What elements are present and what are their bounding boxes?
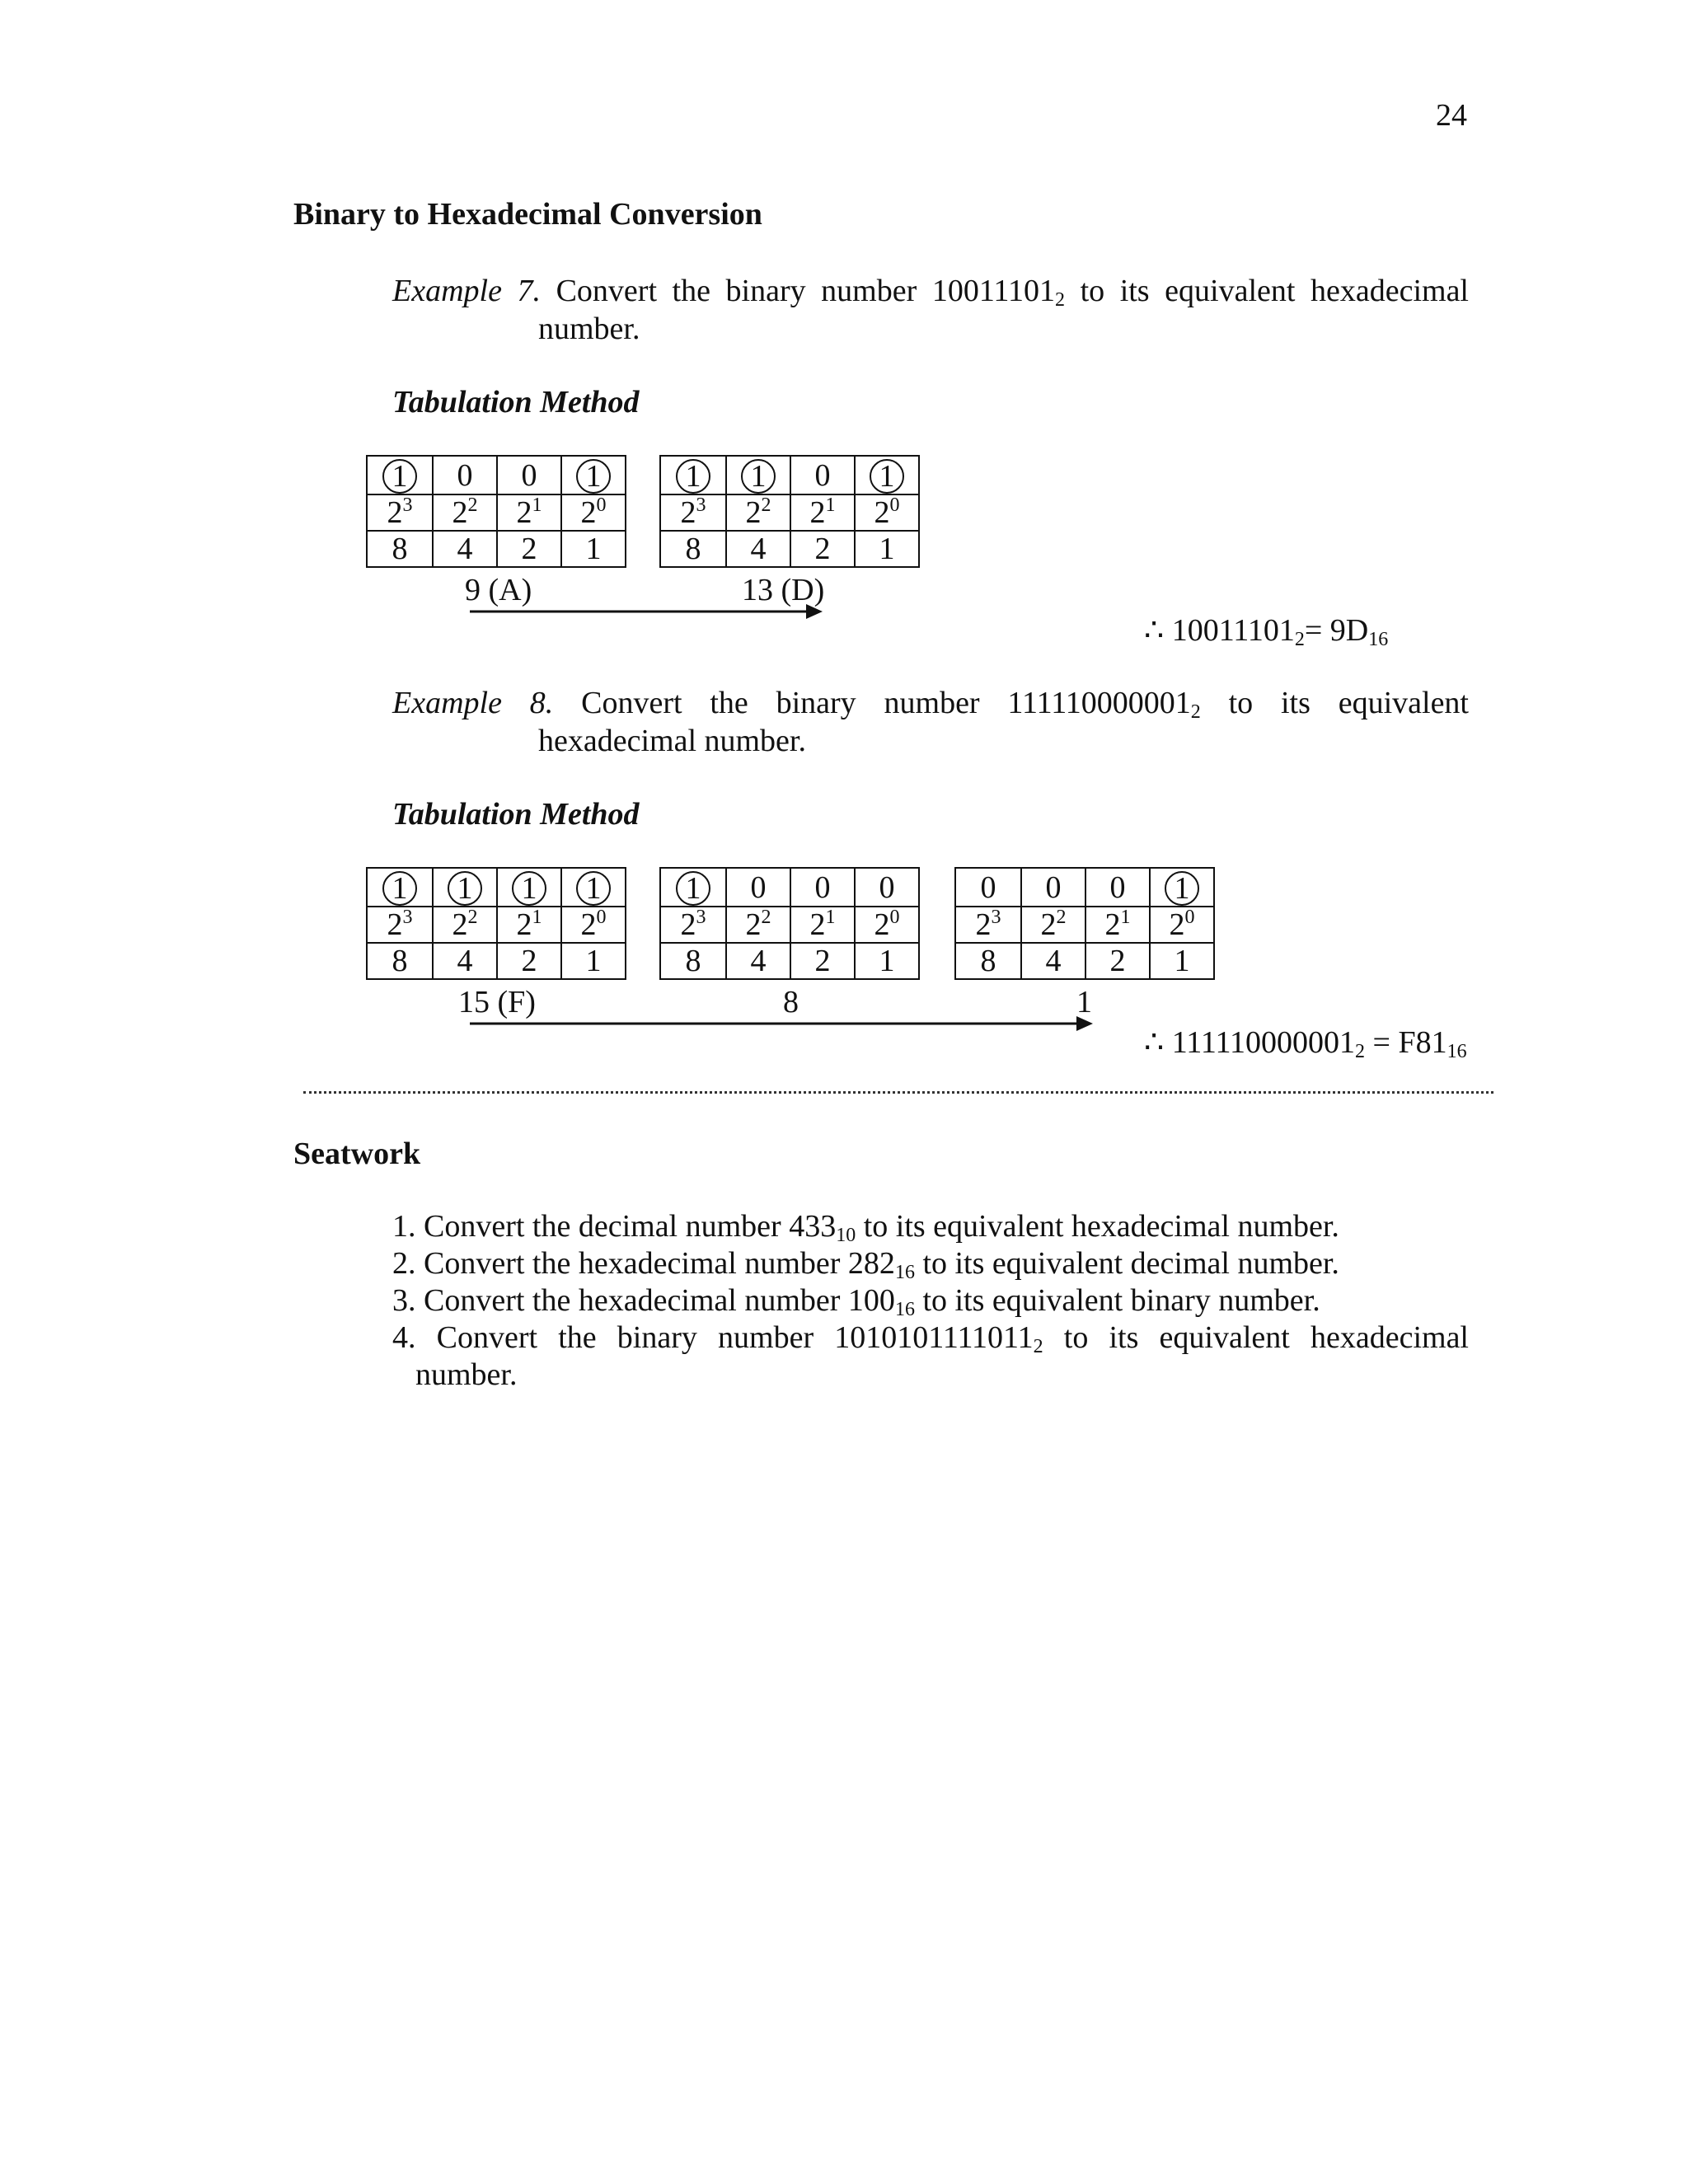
power-cell: $2^3$ xyxy=(955,907,1021,943)
power-cell: $2^2$ xyxy=(1021,907,1085,943)
seatwork-item-3: 3. Convert the hexadecimal number $100_{16}$ to its equivalent binary number. xyxy=(392,1283,1320,1320)
bit: 0 xyxy=(814,457,831,493)
example-8-method-title: Tabulation Method xyxy=(392,797,640,832)
dotted-separator xyxy=(303,1091,1493,1094)
weight-cell: 2 xyxy=(790,943,855,979)
power-cell: $2^3$ xyxy=(660,907,726,943)
power-cell: $2^0$ xyxy=(561,907,626,943)
circled-bit: 1 xyxy=(676,459,710,494)
page-number: 24 xyxy=(1436,98,1467,133)
power-cell: $2^0$ xyxy=(1150,907,1214,943)
weight-cell: 1 xyxy=(561,531,626,567)
bit-cell xyxy=(1085,868,1150,907)
example-8-statement: Example 8. Convert the binary number $111110000001_2$ to its equivalent hexadecimal number. xyxy=(392,686,1469,758)
power-cell: $2^2$ xyxy=(726,907,790,943)
example-8-label: Example 8. xyxy=(392,686,554,720)
weight-cell: 1 xyxy=(1150,943,1214,979)
bit: 0 xyxy=(457,457,473,493)
group-value-label: 9 (A) xyxy=(465,573,532,607)
bit: 0 xyxy=(521,457,537,493)
circled-bit: 1 xyxy=(676,871,710,906)
power-cell: $2^1$ xyxy=(497,494,561,531)
example-7-statement: Example 7. Convert the binary number $10011101_2$ to its equivalent hexadecimal number. xyxy=(392,274,1469,346)
circled-bit: 1 xyxy=(448,871,482,906)
bit-cell xyxy=(497,868,561,907)
power-cell: $2^1$ xyxy=(497,907,561,943)
weight-cell: 1 xyxy=(855,531,919,567)
weight-cell: 4 xyxy=(433,531,497,567)
section-title: Binary to Hexadecimal Conversion xyxy=(293,197,762,232)
bit: 0 xyxy=(814,869,831,905)
weight-cell: 4 xyxy=(433,943,497,979)
power-cell: $2^2$ xyxy=(726,494,790,531)
circled-bit: 1 xyxy=(382,459,417,494)
weight-cell: 4 xyxy=(1021,943,1085,979)
bit-cell xyxy=(433,868,497,907)
weight-cell: 4 xyxy=(726,531,790,567)
seatwork-list xyxy=(392,1208,1469,1394)
bit-cell xyxy=(1150,868,1214,907)
weight-cell: 2 xyxy=(790,531,855,567)
group-value-label: 15 (F) xyxy=(458,985,536,1019)
example-7-label: Example 7. xyxy=(392,274,542,308)
weight-cell: 4 xyxy=(726,943,790,979)
power-cell: $2^2$ xyxy=(433,494,497,531)
seatwork-item-4: 4. Convert the binary number $1010101111011_2$ to its equivalent hexadecimal xyxy=(392,1320,1469,1357)
weight-cell: 8 xyxy=(367,531,433,567)
seatwork-item-4-continued: number. xyxy=(415,1357,518,1392)
bit-cell xyxy=(561,868,626,907)
seatwork-item-2: 2. Convert the hexadecimal number $282_{16}$ to its equivalent decimal number. xyxy=(392,1246,1339,1283)
nibble-table xyxy=(659,867,920,980)
bit: 0 xyxy=(1109,869,1126,905)
bit-cell xyxy=(660,868,726,907)
weight-cell: 8 xyxy=(660,943,726,979)
example-8-result: ∴ $111110000001_2 = F81_{16}$ xyxy=(1144,1025,1467,1062)
power-cell: $2^0$ xyxy=(855,494,919,531)
weight-cell: 1 xyxy=(855,943,919,979)
group-value-label: 13 (D) xyxy=(742,573,825,607)
bit: 0 xyxy=(879,869,895,905)
weight-cell: 8 xyxy=(955,943,1021,979)
weight-cell: 1 xyxy=(561,943,626,979)
seatwork-item-1: 1. Convert the decimal number $433_{10}$ to its equivalent hexadecimal number. xyxy=(392,1209,1339,1246)
bit-cell xyxy=(1021,868,1085,907)
bit-cell xyxy=(855,868,919,907)
bit-cell xyxy=(790,868,855,907)
nibble-table xyxy=(366,867,626,980)
bit: 0 xyxy=(1045,869,1062,905)
power-cell: $2^3$ xyxy=(367,494,433,531)
weight-cell: 2 xyxy=(497,943,561,979)
weight-cell: 8 xyxy=(367,943,433,979)
power-cell: $2^1$ xyxy=(790,907,855,943)
example-7-method-title: Tabulation Method xyxy=(392,385,640,419)
power-cell: $2^1$ xyxy=(790,494,855,531)
nibble-table xyxy=(954,867,1215,980)
circled-bit: 1 xyxy=(870,459,904,494)
power-cell: $2^3$ xyxy=(367,907,433,943)
power-cell: $2^2$ xyxy=(433,907,497,943)
power-cell: $2^0$ xyxy=(561,494,626,531)
bit-cell xyxy=(367,868,433,907)
circled-bit: 1 xyxy=(576,871,611,906)
power-cell: $2^3$ xyxy=(660,494,726,531)
bit: 0 xyxy=(980,869,996,905)
circled-bit: 1 xyxy=(382,871,417,906)
weight-cell: 8 xyxy=(660,531,726,567)
circled-bit: 1 xyxy=(741,459,776,494)
group-value-label: 8 xyxy=(783,985,799,1019)
group-value-label: 1 xyxy=(1076,985,1092,1019)
power-cell: $2^0$ xyxy=(855,907,919,943)
bit: 0 xyxy=(750,869,767,905)
bit-cell xyxy=(955,868,1021,907)
power-cell: $2^1$ xyxy=(1085,907,1150,943)
weight-cell: 2 xyxy=(497,531,561,567)
circled-bit: 1 xyxy=(512,871,546,906)
circled-bit: 1 xyxy=(576,459,611,494)
weight-cell: 2 xyxy=(1085,943,1150,979)
example-7-arrowhead xyxy=(806,604,823,619)
example-7-result: ∴ $10011101_2= 9D_{16}$ xyxy=(1144,613,1389,650)
circled-bit: 1 xyxy=(1165,871,1199,906)
bit-cell xyxy=(726,868,790,907)
seatwork-title: Seatwork xyxy=(293,1137,421,1171)
